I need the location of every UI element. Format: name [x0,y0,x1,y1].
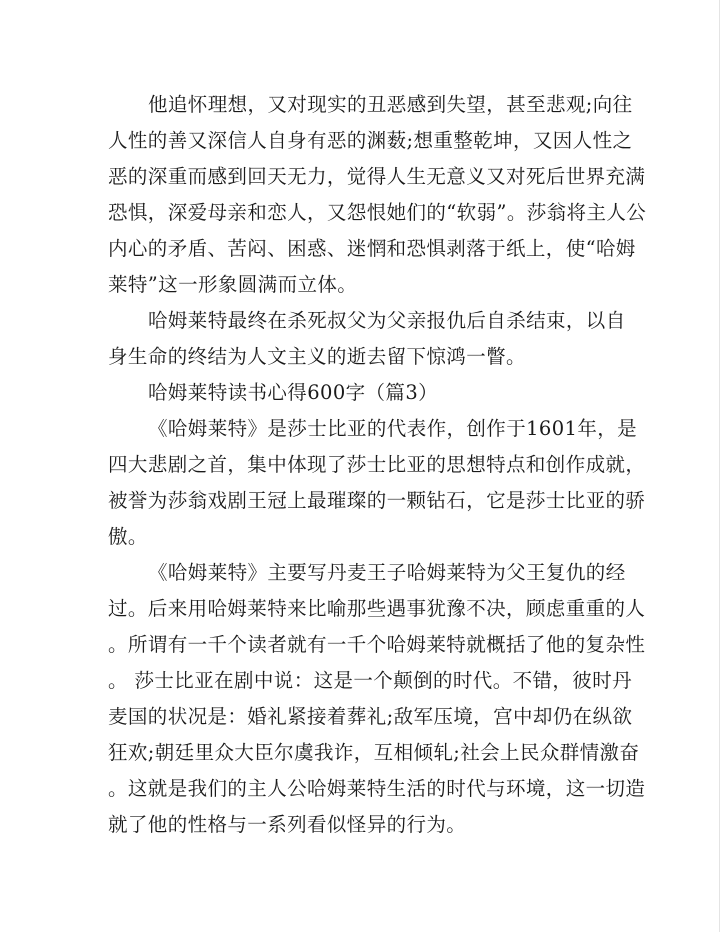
text-line: 。这就是我们的主人公哈姆莱特生活的时代与环境，这一切造 [108,777,646,800]
text-line: 内心的矛盾、苦闷、困惑、迷惘和恐惧剥落于纸上，使“哈姆 [108,237,636,260]
text-line: 。 莎士比亚在剧中说：这是一个颠倒的时代。不错，彼时丹 [108,669,632,692]
text-line: 身生命的终结为人文主义的逝去留下惊鸿一瞥。 [108,345,526,368]
text-line: 《哈姆莱特》是莎士比亚的代表作，创作于1601年，是 [148,417,638,440]
text-line: 傲。 [108,525,148,548]
section-heading: 哈姆莱特读书心得600字（篇3） [148,381,439,404]
text-line: 麦国的状况是：婚礼紧接着葬礼;敌军压境，宫中却仍在纵欲 [108,705,633,728]
text-line: 人性的善又深信人自身有恶的渊薮;想重整乾坤，又因人性之 [108,129,633,152]
text-line: 过。后来用哈姆莱特来比喻那些遇事犹豫不决，顾虑重重的人 [108,597,646,620]
text-line: 。所谓有一千个读者就有一千个哈姆莱特就概括了他的复杂性 [108,633,646,656]
text-line: 狂欢;朝廷里众大臣尔虞我诈，互相倾轧;社会上民众群情激奋 [108,741,640,764]
text-line: 《哈姆莱特》主要写丹麦王子哈姆莱特为父王复仇的经 [148,561,626,584]
text-line: 恶的深重而感到回天无力，觉得人生无意义又对死后世界充满 [108,165,646,188]
text-line: 他追怀理想，又对现实的丑恶感到失望，甚至悲观;向往 [148,93,633,116]
text-line: 莱特”这一形象圆满而立体。 [108,273,358,296]
text-line: 哈姆莱特最终在杀死叔父为父亲报仇后自杀结束，以自 [148,309,626,332]
text-line: 四大悲剧之首，集中体现了莎士比亚的思想特点和创作成就， [108,453,646,476]
text-line: 就了他的性格与一系列看似怪异的行为。 [108,813,467,836]
text-line: 恐惧，深爱母亲和恋人，又怨恨她们的“软弱”。莎翁将主人公 [108,201,647,224]
text-line: 被誉为莎翁戏剧王冠上最璀璨的一颗钻石，它是莎士比亚的骄 [108,489,646,512]
